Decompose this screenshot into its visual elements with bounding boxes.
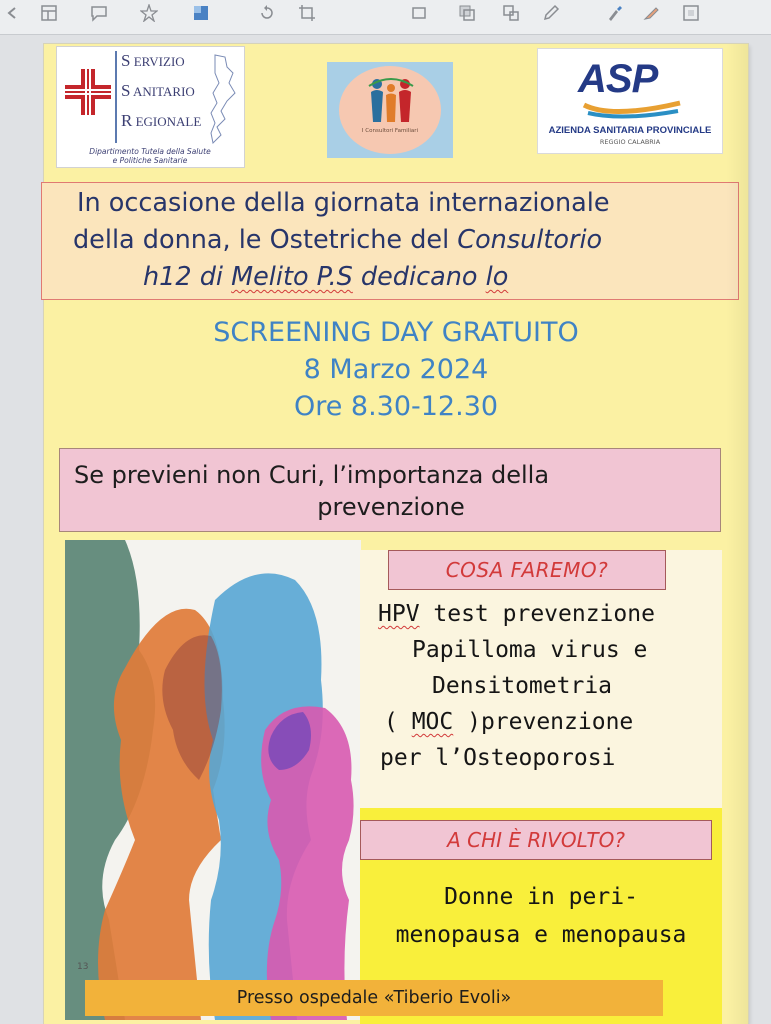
- location-footer: Presso ospedale «Tiberio Evoli»: [85, 980, 663, 1016]
- intro-line-2: della donna, le Ostetriche del Consultorio: [73, 225, 603, 255]
- cosa-line-5: per l’Osteoporosi: [380, 745, 616, 771]
- screening-block: [44, 314, 748, 425]
- asp-letters: ASP: [578, 57, 658, 101]
- prevention-box: [59, 448, 721, 532]
- comment-icon[interactable]: [88, 2, 110, 24]
- star-icon[interactable]: [138, 2, 160, 24]
- intro-line-3: h12 di Melito P.S dedicano lo: [143, 262, 509, 292]
- department-caption: Dipartimento Tutela della Salute e Politiche Sanitarie: [89, 147, 211, 165]
- women-silhouettes-illustration: [65, 540, 361, 1020]
- cosa-line-1: HPV test prevenzione: [378, 601, 655, 627]
- ssr-word-sanitario: S ANITARIO: [121, 81, 195, 100]
- cosa-line-2: Papilloma virus e: [412, 637, 648, 663]
- cosa-faremo-text: [370, 596, 722, 776]
- prevention-line-2: prevenzione: [317, 493, 465, 521]
- pencil-icon[interactable]: [540, 2, 562, 24]
- bring-front-icon[interactable]: [456, 2, 478, 24]
- frame-icon[interactable]: [680, 2, 702, 24]
- brush-icon[interactable]: [604, 2, 626, 24]
- rotate-icon[interactable]: [256, 2, 278, 24]
- cosa-line-4: ( MOC )prevenzione: [384, 709, 634, 735]
- flyer-page: [44, 44, 748, 1024]
- asp-wave-icon: [582, 99, 682, 121]
- screening-hours: Ore 8.30-12.30: [293, 391, 499, 422]
- chi-rivolto-label: A CHI È RIVOLTO?: [360, 820, 712, 860]
- screening-date: 8 Marzo 2024: [303, 354, 489, 385]
- editor-toolbar: [0, 0, 771, 35]
- group-icon[interactable]: [500, 2, 522, 24]
- ssr-word-regionale: R EGIONALE: [121, 111, 202, 130]
- consultori-caption: I Consultori Familiari: [361, 128, 419, 134]
- chevron-left-icon[interactable]: [2, 2, 24, 24]
- asp-reggio-calabria-logo: [537, 48, 723, 154]
- servizio-sanitario-regionale-logo: [56, 46, 245, 168]
- intro-line-1: In occasione della giornata internazionale: [77, 188, 610, 218]
- divider-line: [115, 51, 117, 143]
- calabria-map-icon: [207, 53, 237, 145]
- crop-icon[interactable]: [296, 2, 318, 24]
- asp-name: AZIENDA SANITARIA PROVINCIALE: [548, 125, 712, 136]
- object-icon[interactable]: [408, 2, 430, 24]
- cosa-line-3: Densitometria: [432, 673, 613, 699]
- chi-line-2: menopausa e menopausa: [395, 922, 687, 948]
- cosa-faremo-label: COSA FAREMO?: [388, 550, 666, 590]
- ssr-word-servizio: S ERVIZIO: [121, 51, 185, 70]
- family-figures-icon: [365, 76, 417, 126]
- consultori-familiari-logo: [327, 62, 453, 158]
- screening-title: SCREENING DAY GRATUITO: [213, 317, 579, 348]
- red-cross-icon: [63, 67, 113, 117]
- intro-box: [41, 182, 739, 300]
- color-swatch-icon[interactable]: [190, 2, 212, 24]
- layout-icon[interactable]: [38, 2, 60, 24]
- format-icon[interactable]: [640, 2, 662, 24]
- prevention-line-1: Se previeni non Curi, l’importanza della: [74, 461, 550, 489]
- asp-city: REGGIO CALABRIA: [599, 138, 661, 146]
- chi-line-1: Donne in peri-: [444, 884, 638, 910]
- chi-rivolto-text: [360, 878, 722, 954]
- illustration-number: 13: [77, 962, 89, 972]
